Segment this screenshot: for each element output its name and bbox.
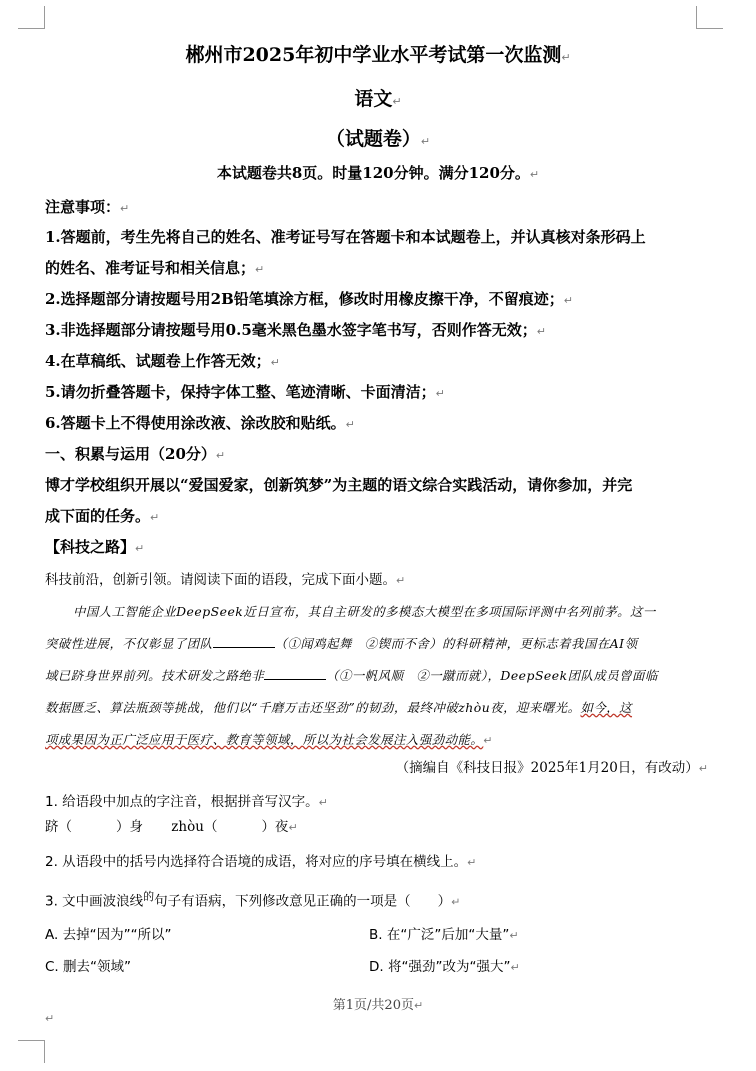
- reading-lead: 科技前沿，创新引领。请阅读下面的语段，完成下面小题。↵: [45, 572, 406, 588]
- question-3: 3. 文中画波浪线$^的$句子有语病，下列修改意见正确的一项是（ ）↵: [45, 890, 461, 910]
- passage-line-2: 突破性进展，不仅彰显了团队 （①闻鸡起舞 ②锲而不舍）的科研精神，更标志着我国在AI领: [45, 636, 638, 651]
- option-d[interactable]: D. 将“强劲”改为“强大”↵: [369, 959, 520, 975]
- exam-info: 本试题卷共8页。时量120分钟。满分120分。↵: [216, 164, 540, 182]
- wavy-sentence-end: 项成果因为正广泛应用于医疗、教育等领域，所以为社会发展注入强劲动能。: [45, 732, 484, 747]
- notice-item-3: 3.非选择题部分请按题号用0.5毫米黑色墨水签字笔书写，否则作答无效；↵: [45, 321, 546, 339]
- crop-mark-top-right: [696, 6, 723, 29]
- question-1-blanks: 跻（ ）身 zhòu（ ）夜↵: [45, 819, 298, 835]
- paper-type: （试题卷）↵: [325, 128, 431, 150]
- crop-mark-top-left: [18, 6, 45, 29]
- notice-item-1-cont: 的姓名、准考证号和相关信息；↵: [45, 259, 265, 277]
- section-intro: 博才学校组织开展以“爱国爱家，创新筑梦”为主题的语文综合实践活动，请你参加，并完: [45, 476, 633, 494]
- notice-item-4: 4.在草稿纸、试题卷上作答无效；↵: [45, 352, 280, 370]
- answer-blank-2[interactable]: [264, 667, 326, 680]
- question-2: 2. 从语段中的括号内选择符合语境的成语，将对应的序号填在横线上。↵: [45, 854, 477, 870]
- notice-item-6: 6.答题卡上不得使用涂改液、涂改胶和贴纸。↵: [45, 414, 355, 432]
- option-c[interactable]: C. 删去“领域”: [45, 959, 131, 975]
- end-paragraph-mark: ↵: [45, 1012, 55, 1025]
- notice-item-1: 1.答题前，考生先将自己的姓名、准考证号写在答题卡和本试题卷上，并认真核对条形码上: [45, 228, 646, 246]
- subject-title: 语文↵: [354, 88, 402, 110]
- wavy-sentence-start: 如今，这: [580, 700, 633, 715]
- section-heading: 一、积累与运用（20分）↵: [45, 445, 226, 463]
- notice-heading: 注意事项：↵: [45, 198, 130, 216]
- answer-blank-1[interactable]: [213, 635, 275, 648]
- option-b[interactable]: B. 在“广泛”后加“大量”↵: [369, 927, 519, 943]
- section-intro-cont: 成下面的任务。↵: [45, 507, 160, 525]
- notice-item-2: 2.选择题部分请按题号用2B铅笔填涂方框，修改时用橡皮擦干净，不留痕迹；↵: [45, 290, 573, 308]
- reading-passage: [45, 596, 697, 757]
- passage-line-1: 中国人工智能企业DeepSeek近日宣布，其自主研发的多模态大模型在多项国际评测中名列前茅。这一: [73, 604, 656, 619]
- passage-line-5: 项成果因为正广泛应用于医疗、教育等领域，所以为社会发展注入强劲动能。↵: [45, 732, 493, 747]
- question-1: 1. 给语段中加点的字注音，根据拼音写汉字。↵: [45, 794, 328, 810]
- option-a[interactable]: A. 去掉“因为”“所以”: [45, 927, 172, 943]
- page-number: 第1页/共20页↵: [332, 998, 424, 1013]
- passage-source: （摘编自《科技日报》2025年1月20日，有改动）↵: [395, 760, 708, 776]
- notice-item-5: 5.请勿折叠答题卡，保持字体工整、笔迹清晰、卡面清洁；↵: [45, 383, 445, 401]
- passage-line-3: 域已跻身世界前列。技术研发之路绝非 （①一帆风顺 ②一蹴而就），DeepSeek团队成员曾面临: [45, 668, 658, 683]
- passage-line-4: 数据匮乏、算法瓶颈等挑战，他们以“千磨万击还坚劲”的韧劲，最终冲破zhòu夜，迎来曙光。如今，这: [45, 700, 633, 715]
- exam-title: 郴州市2025年初中学业水平考试第一次监测↵: [185, 44, 571, 66]
- sub-heading: 【科技之路】↵: [45, 538, 145, 556]
- crop-mark-bottom-left: [18, 1040, 45, 1063]
